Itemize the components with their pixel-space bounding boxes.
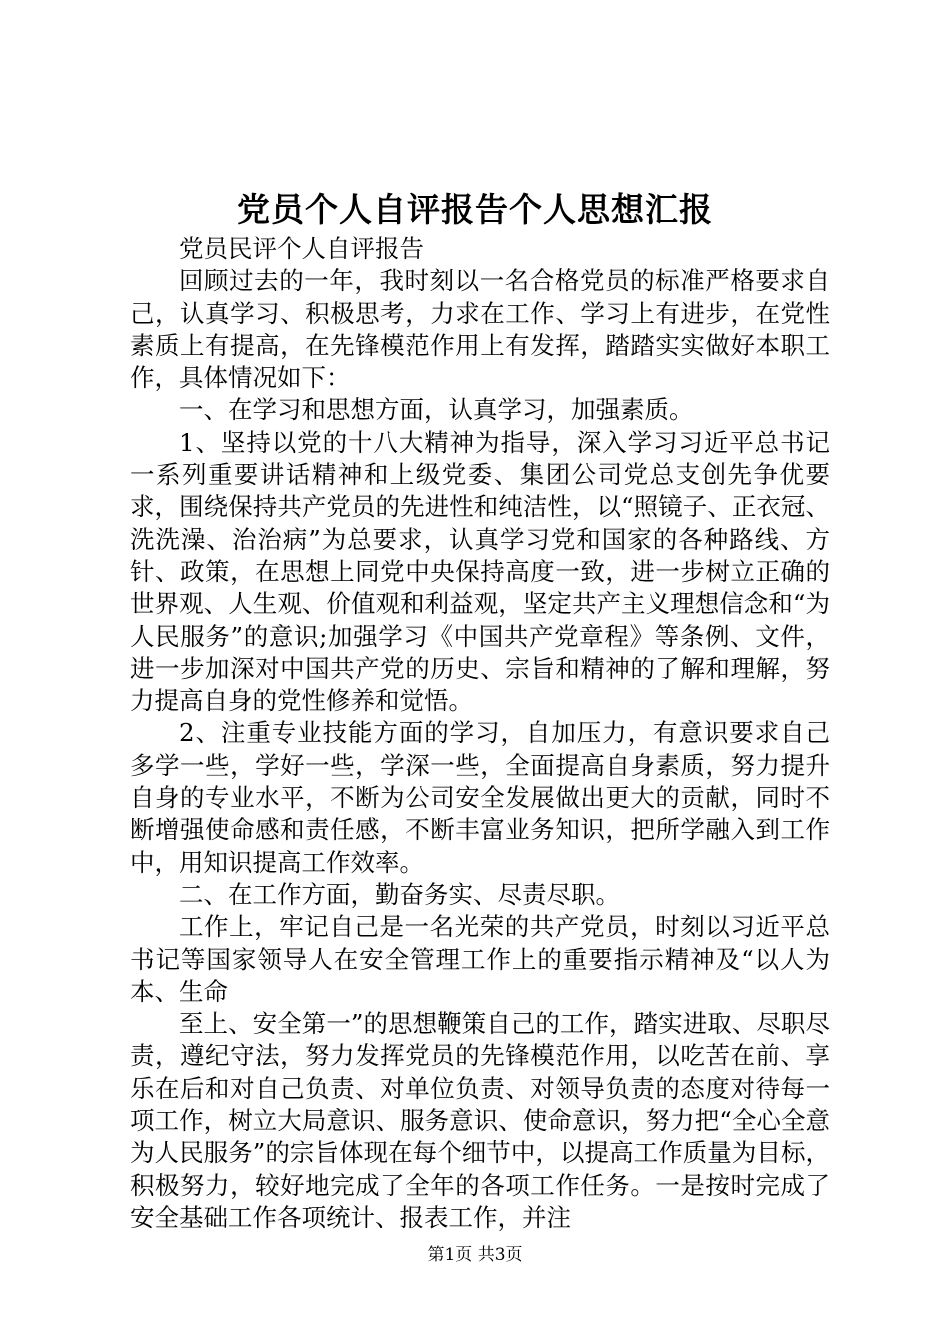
- paragraph-intro: 回顾过去的一年，我时刻以一名合格党员的标准严格要求自己，认真学习、积极思考，力求在工作、学习上有进步，在党性素质上有提高，在先锋模范作用上有发挥，踏踏实实做好本职工作，具体情况如下：: [130, 266, 830, 393]
- paragraph-work-2: 至上、安全第一”的思想鞭策自己的工作，踏实进取、尽职尽责，遵纪守法，努力发挥党员的先锋模范作用，以吃苦在前、享乐在后和对自己负责、对单位负责、对领导负责的态度对待每一项工作，树立大局意识、服务意识、使命意识，努力把“全心全意为人民服务”的宗旨体现在每个细节中，以提高工作质量为目标，积极努力，较好地完成了全年的各项工作任务。一是按时完成了安全基础工作各项统计、报表工作，并注: [130, 1009, 830, 1232]
- paragraph-section-1-heading: 一、在学习和思想方面，认真学习，加强素质。: [179, 395, 694, 425]
- paragraph-item-1: 1、坚持以党的十八大精神为指导，深入学习习近平总书记一系列重要讲话精神和上级党委、集团公司党总支创先争优要求，围绕保持共产党员的先进性和纯洁性，以“照镜子、正衣冠、洗洗澡、治治病”为总要求，认真学习党和国家的各种路线、方针、政策，在思想上同党中央保持高度一致，进一步树立正确的世界观、人生观、价值观和利益观，坚定共产主义理想信念和“为人民服务”的意识;加强学习《中国共产党章程》等条例、文件，进一步加深对中国共产党的历史、宗旨和精神的了解和理解，努力提高自身的党性修养和觉悟。: [130, 427, 830, 716]
- paragraph-item-2: 2、注重专业技能方面的学习，自加压力，有意识要求自己多学一些，学好一些，学深一些，全面提高自身素质，努力提升自身的专业水平，不断为公司安全发展做出更大的贡献，同时不断增强使命感和责任感，不断丰富业务知识，把所学融入到工作中，用知识提高工作效率。: [130, 718, 830, 877]
- paragraph-section-2-heading: 二、在工作方面，勤奋务实、尽责尽职。: [179, 879, 620, 909]
- paragraph-subtitle: 党员民评个人自评报告: [179, 234, 424, 263]
- document-title: 党员个人自评报告个人思想汇报: [237, 190, 713, 229]
- page-number-footer: 第1页 共3页: [427, 1245, 523, 1265]
- paragraph-work-1: 工作上，牢记自己是一名光荣的共产党员，时刻以习近平总书记等国家领导人在安全管理工作上的重要指示精神及“以人为本、生命: [130, 912, 830, 1006]
- document-body: [130, 233, 830, 1234]
